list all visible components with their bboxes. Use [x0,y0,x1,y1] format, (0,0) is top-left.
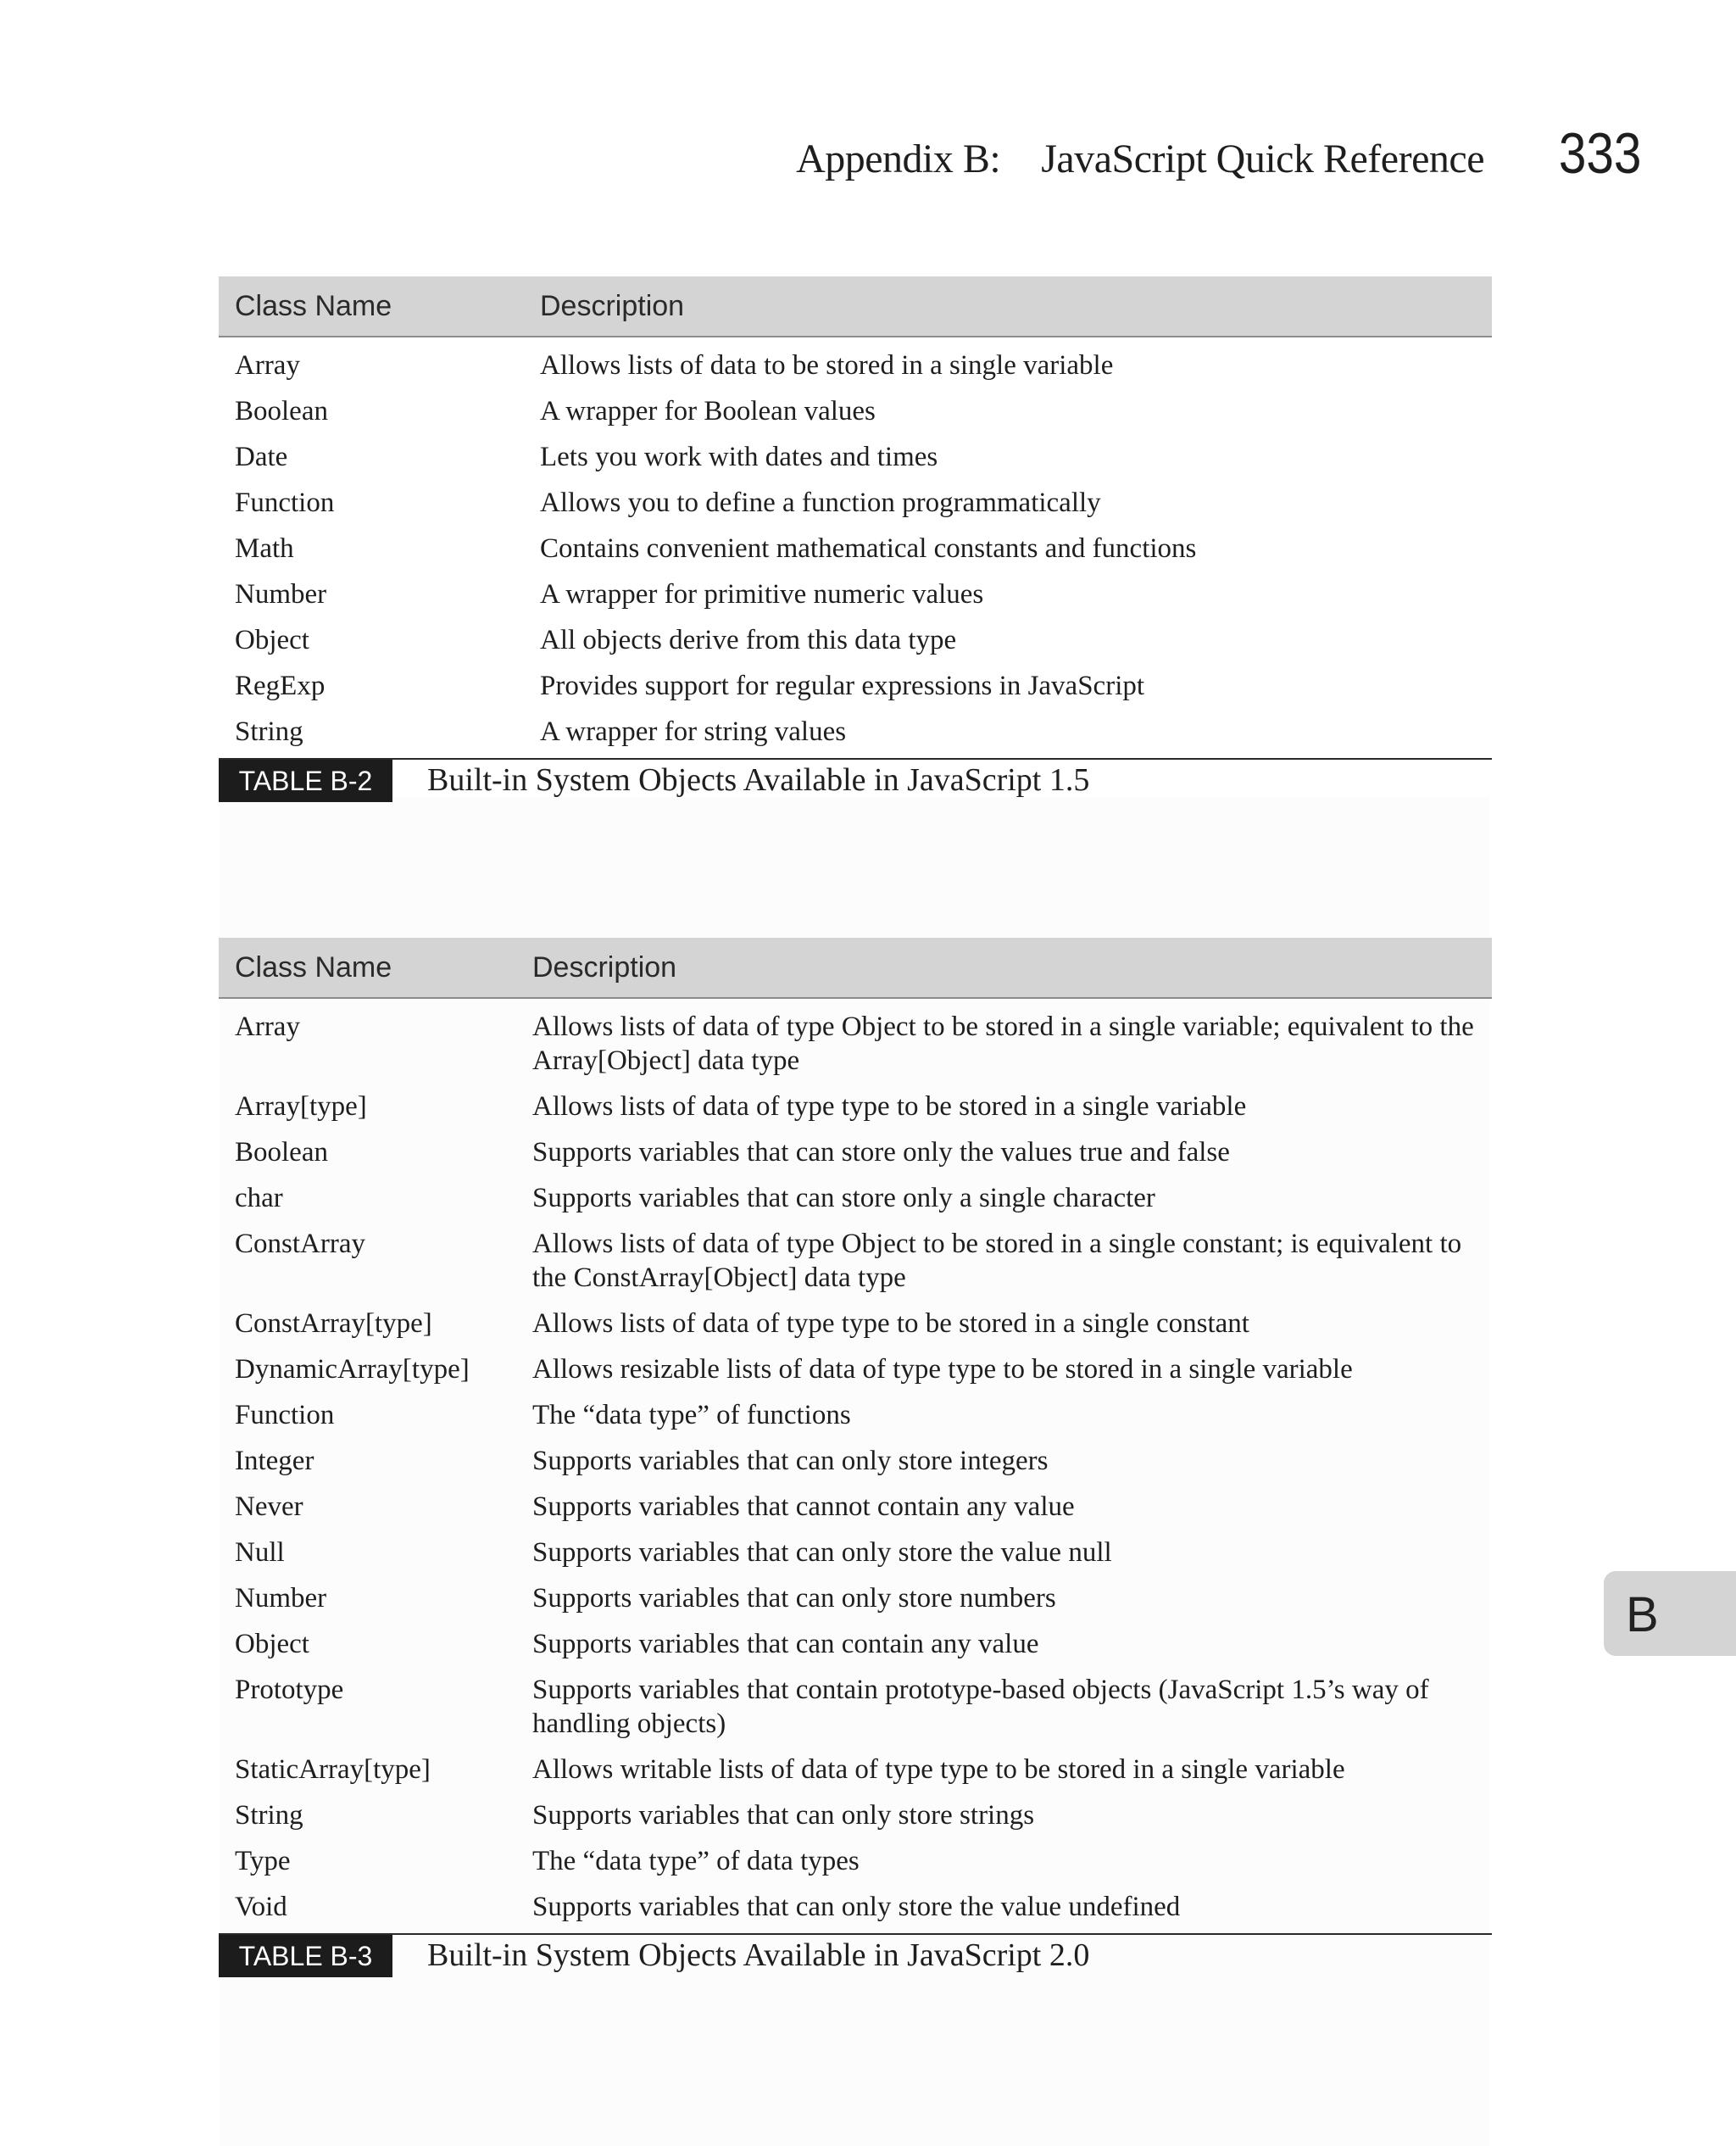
class-name-cell: Array [235,350,300,381]
appendix-label: Appendix B: [796,137,1001,181]
table-row [219,1301,1492,1346]
class-name-cell: DynamicArray[type] [235,1354,470,1385]
table-row [219,480,1492,526]
page-number: 333 [1558,121,1641,186]
description-cell: A wrapper for primitive numeric values [540,579,984,610]
class-name-cell: ConstArray[type] [235,1308,432,1339]
description-cell: Supports variables that can store only a single character [532,1183,1155,1213]
header-description: Description [532,951,677,984]
description-cell: Supports variables that can only store strings [532,1800,1035,1831]
table-body [219,337,1492,755]
table-header [219,276,1492,337]
class-name-cell: Integer [235,1446,314,1476]
class-name-cell: Date [235,442,288,472]
table-number-label: TABLE B-3 [219,1935,392,1977]
table-row [219,343,1492,388]
class-name-cell: String [235,1800,303,1831]
header-class-name: Class Name [235,290,392,322]
table-row [219,709,1492,755]
table-row [219,1438,1492,1484]
table-row [219,1530,1492,1575]
class-name-cell: Never [235,1491,303,1522]
description-cell: Supports variables that can only store the value null [532,1537,1112,1568]
description-cell: A wrapper for string values [540,716,847,747]
description-cell: Supports variables that cannot contain any value [532,1491,1075,1522]
class-name-cell: RegExp [235,671,326,701]
table-row [219,1667,1492,1747]
description-cell: The “data type” of data types [532,1846,860,1876]
description-cell: Contains convenient mathematical constants and functions [540,533,1197,564]
appendix-title: JavaScript Quick Reference [1041,137,1484,181]
class-name-cell: Null [235,1537,285,1568]
class-name-cell: Function [235,488,335,518]
class-name-cell: ConstArray [235,1229,365,1259]
class-name-cell: Math [235,533,294,564]
table-row [219,1621,1492,1667]
header-class-name: Class Name [235,951,392,984]
class-name-cell: Function [235,1400,335,1430]
table-row [219,434,1492,480]
description-cell: Allows resizable lists of data of type type to be stored in a single variable [532,1354,1353,1385]
table-row [219,1084,1492,1129]
class-name-cell: Number [235,579,327,610]
table-body [219,999,1492,1930]
table-row [219,1346,1492,1392]
table-row [219,663,1492,709]
table-caption-text: Built-in System Objects Available in JavaScript 2.0 [427,1937,1090,1973]
class-name-cell: Number [235,1583,327,1614]
table-b3 [219,938,1492,1981]
table-number-label: TABLE B-2 [219,760,392,802]
description-cell: Supports variables that can only store numbers [532,1583,1056,1614]
class-name-cell: Array[type] [235,1091,367,1122]
description-cell: Allows lists of data to be stored in a single variable [540,350,1114,381]
table-row [219,1484,1492,1530]
description-cell: Allows lists of data of type Object to be stored in a single constant; is equivalent to the ConstArray[Object] data type [532,1229,1462,1293]
table-row [219,1792,1492,1838]
description-cell: Provides support for regular expressions in JavaScript [540,671,1145,701]
description-cell: The “data type” of functions [532,1400,851,1430]
class-name-cell: Prototype [235,1675,344,1705]
class-name-cell: char [235,1183,283,1213]
header-description: Description [540,290,685,322]
class-name-cell: Boolean [235,1137,328,1168]
description-cell: Lets you work with dates and times [540,442,938,472]
description-cell: Allows lists of data of type type to be stored in a single constant [532,1308,1249,1339]
table-caption-text: Built-in System Objects Available in JavaScript 1.5 [427,762,1090,798]
table-row [219,526,1492,571]
table-header [219,938,1492,999]
table-row [219,571,1492,617]
class-name-cell: Object [235,625,309,655]
table-b2 [219,276,1492,805]
description-cell: Supports variables that contain prototype-based objects (JavaScript 1.5’s way of handling objects) [532,1675,1429,1739]
table-row [219,1747,1492,1792]
description-cell: All objects derive from this data type [540,625,957,655]
class-name-cell: String [235,716,303,747]
table-row [219,1175,1492,1221]
description-cell: Supports variables that can only store the value undefined [532,1892,1181,1922]
description-cell: Allows you to define a function programmatically [540,488,1101,518]
class-name-cell: Array [235,1012,300,1042]
table-row [219,1575,1492,1621]
table-row [219,1129,1492,1175]
running-head [796,136,1484,182]
table-row [219,388,1492,434]
table-row [219,1884,1492,1930]
description-cell: Supports variables that can store only the values true and false [532,1137,1230,1168]
description-cell: Supports variables that can only store integers [532,1446,1049,1476]
table-row [219,1004,1492,1084]
table-row [219,1221,1492,1301]
description-cell: A wrapper for Boolean values [540,396,876,426]
table-caption [219,760,1492,805]
class-name-cell: Type [235,1846,291,1876]
description-cell: Allows lists of data of type type to be stored in a single variable [532,1091,1247,1122]
description-cell: Allows lists of data of type Object to be stored in a single variable; equivalent to the Array[Object] data type [532,1012,1474,1076]
description-cell: Supports variables that can contain any value [532,1629,1039,1659]
appendix-tab-letter: B [1626,1587,1659,1642]
description-cell: Allows writable lists of data of type type to be stored in a single variable [532,1754,1345,1785]
table-row [219,1392,1492,1438]
class-name-cell: Void [235,1892,287,1922]
table-row [219,617,1492,663]
class-name-cell: Boolean [235,396,328,426]
class-name-cell: StaticArray[type] [235,1754,431,1785]
appendix-thumb-tab [1604,1571,1736,1656]
table-row [219,1838,1492,1884]
table-caption [219,1935,1492,1981]
class-name-cell: Object [235,1629,309,1659]
